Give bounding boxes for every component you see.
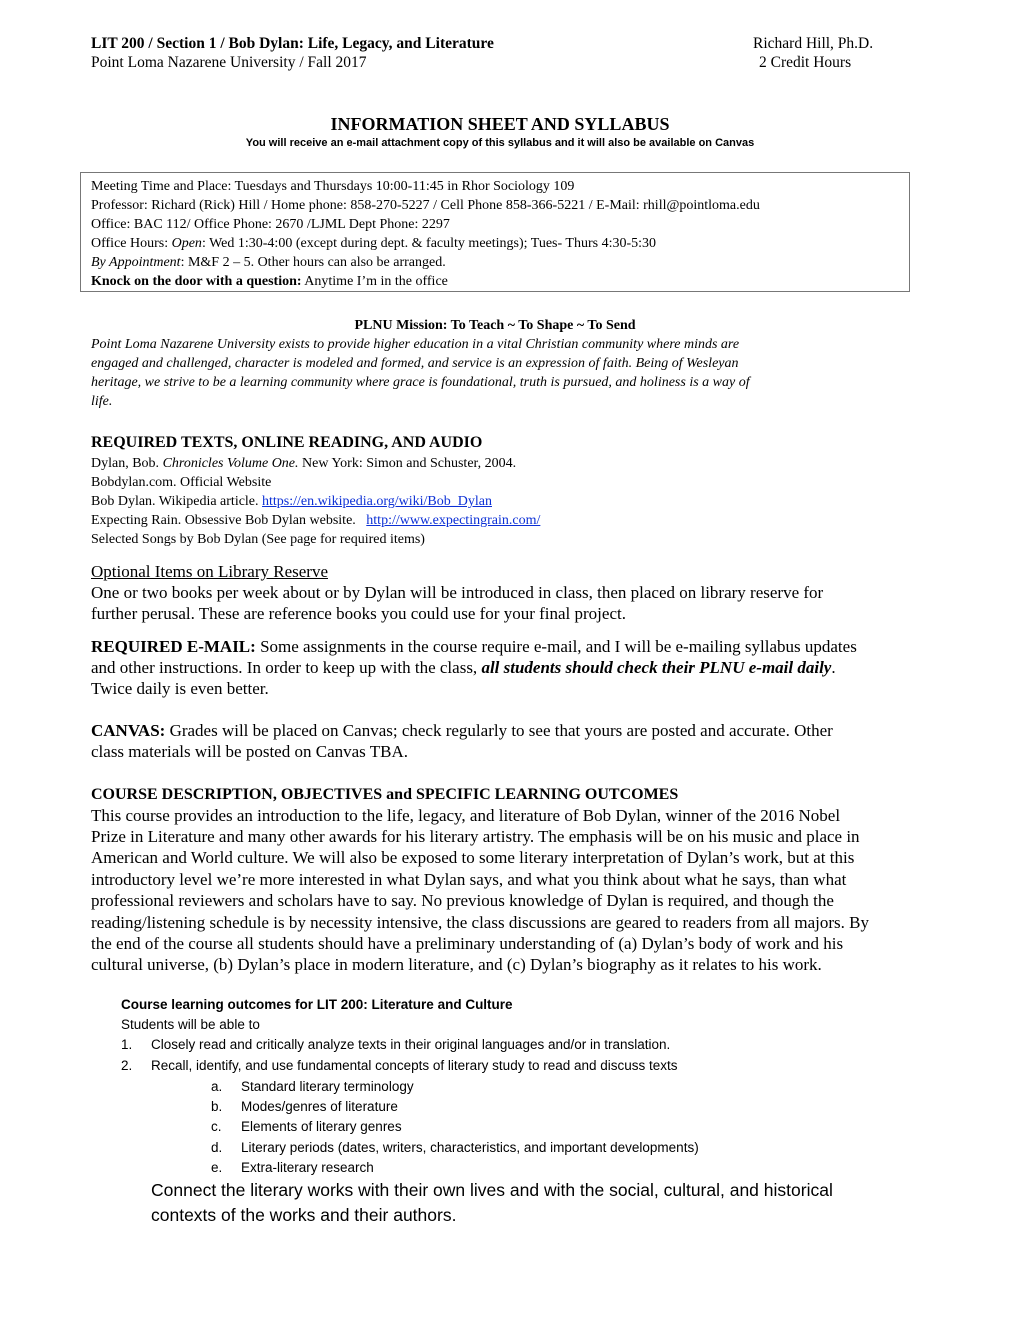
- text-expecting-rain: [91, 511, 540, 530]
- suboutcome-text: Literary periods (dates, writers, characteristics, and important developments): [241, 1140, 699, 1155]
- office-hours-open: Open: [171, 236, 202, 251]
- wikipedia-link[interactable]: https://en.wikipedia.org/wiki/Bob_Dylan: [262, 494, 492, 509]
- office-info: Office: BAC 112/ Office Phone: 2670 /LJML Dept Phone: 2297: [91, 217, 450, 232]
- optional-heading: Optional Items on Library Reserve: [91, 562, 328, 581]
- suboutcome-letter: b.: [211, 1099, 223, 1114]
- knock-text: Anytime I’m in the office: [301, 274, 448, 289]
- expecting-rain-link[interactable]: http://www.expectingrain.com/: [366, 513, 541, 528]
- connect-outcome-line: Connect the literary works with their own lives and with the social, cultural, and historical: [151, 1180, 833, 1200]
- description-line: professional reviewers and scholars have to say. No previous knowledge of Dylan is required, and though the: [91, 891, 834, 910]
- mission-heading: PLNU Mission: To Teach ~ To Shape ~ To Send: [354, 318, 636, 333]
- course-title: LIT 200 / Section 1 / Bob Dylan: Life, Legacy, and Literature: [91, 35, 494, 52]
- email-text: and other instructions. In order to keep up with the class,: [91, 658, 482, 677]
- appointment-times: : M&F 2 – 5. Other hours can also be arranged.: [180, 255, 446, 270]
- description-line: cultural universe, (b) Dylan’s place in modern literature, and (c) Dylan’s biography as it relates to his work.: [91, 955, 822, 974]
- chronicles-title: Chronicles Volume One.: [162, 456, 299, 471]
- suboutcome-letter: c.: [211, 1119, 222, 1134]
- outcomes-intro: Students will be able to: [121, 1017, 260, 1032]
- expecting-rain-label: Expecting Rain. Obsessive Bob Dylan website.: [91, 513, 367, 528]
- canvas-line: class materials will be posted on Canvas TBA.: [91, 742, 408, 761]
- text-official-site: Bobdylan.com. Official Website: [91, 475, 272, 490]
- email-line: Twice daily is even better.: [91, 679, 269, 698]
- suboutcome-text: Modes/genres of literature: [241, 1099, 398, 1114]
- outcomes-heading: Course learning outcomes for LIT 200: Literature and Culture: [121, 997, 513, 1012]
- outcome-number: 1.: [121, 1037, 133, 1052]
- knock-label: Knock on the door with a question:: [91, 274, 302, 289]
- suboutcome-text: Extra-literary research: [241, 1160, 374, 1175]
- suboutcome-letter: e.: [211, 1160, 223, 1175]
- email-line: [91, 636, 857, 657]
- knock-info: [91, 272, 448, 291]
- description-line: This course provides an introduction to the life, legacy, and literature of Bob Dylan, winner of the 2016 Nobel: [91, 806, 841, 825]
- instructor-name: Richard Hill, Ph.D.: [753, 35, 874, 52]
- texts-heading: REQUIRED TEXTS, ONLINE READING, AND AUDIO: [91, 434, 483, 451]
- email-emphasis: all students should check their PLNU e-mail daily: [481, 658, 832, 677]
- mission-line: Point Loma Nazarene University exists to provide higher education in a vital Christian community where minds are: [91, 337, 740, 352]
- suboutcome-text: Standard literary terminology: [241, 1079, 414, 1094]
- email-label: REQUIRED E-MAIL:: [91, 637, 256, 656]
- suboutcome-text: Elements of literary genres: [241, 1119, 402, 1134]
- office-hours: [91, 234, 656, 253]
- mission-line: engaged and challenged, character is modeled and formed, and service is an expression of faith. Being of Wesleyan: [91, 356, 739, 371]
- description-line: introductory level we’re more interested in what Dylan says, and what you think about what he says, than what: [91, 870, 847, 889]
- wikipedia-label: Bob Dylan. Wikipedia article.: [91, 494, 263, 509]
- page-subtitle: You will receive an e-mail attachment copy of this syllabus and it will also be available on Canvas: [245, 137, 755, 149]
- suboutcome-letter: d.: [211, 1140, 223, 1155]
- email-text: .: [831, 658, 836, 677]
- canvas-line: [91, 720, 833, 741]
- mission-line: heritage, we strive to be a learning community where grace is foundational, truth is pursued, and holiness is a way of: [91, 375, 750, 390]
- meeting-info: Meeting Time and Place: Tuesdays and Thursdays 10:00-11:45 in Rhor Sociology 109: [91, 179, 575, 194]
- suboutcome-letter: a.: [211, 1079, 223, 1094]
- optional-line: further perusal. These are reference books you could use for your final project.: [91, 604, 626, 623]
- text-chronicles: [91, 454, 516, 473]
- chronicles-publisher: New York: Simon and Schuster, 2004.: [298, 456, 517, 471]
- credit-hours: 2 Credit Hours: [759, 54, 852, 71]
- description-line: the end of the course all students should have a preliminary understanding of (a) Dylan’s body of work and his: [91, 934, 844, 953]
- mission-line: life.: [91, 394, 113, 409]
- chronicles-author: Dylan, Bob.: [91, 456, 163, 471]
- outcome-number: 2.: [121, 1058, 133, 1073]
- email-line: [91, 657, 836, 678]
- text-selected-songs: Selected Songs by Bob Dylan (See page for required items): [91, 532, 425, 547]
- email-text: Some assignments in the course require e-mail, and I will be e-mailing syllabus updates: [255, 637, 857, 656]
- connect-outcome-line: contexts of the works and their authors.: [151, 1205, 457, 1225]
- description-line: Prize in Literature and many other awards for his literary artistry. The emphasis will be on his music and place in: [91, 827, 860, 846]
- description-line: reading/listening schedule is by necessity intensive, the class discussions are geared to readers from all majors. By: [91, 913, 870, 932]
- professor-contact: Professor: Richard (Rick) Hill / Home phone: 858-270-5227 / Cell Phone 858-366-5221 / E-Mail: rhill@pointloma.edu: [91, 198, 760, 213]
- description-line: American and World culture. We will also be exposed to some literary interpretation of Dylan’s work, but at this: [91, 848, 855, 867]
- optional-line: One or two books per week about or by Dylan will be introduced in class, then placed on library reserve for: [91, 583, 824, 602]
- office-hours-times: : Wed 1:30-4:00 (except during dept. & faculty meetings); Tues- Thurs 4:30-5:30: [201, 236, 657, 251]
- appointment-hours: [91, 253, 446, 272]
- canvas-label: CANVAS:: [91, 721, 166, 740]
- office-hours-label: Office Hours:: [91, 236, 172, 251]
- description-heading: COURSE DESCRIPTION, OBJECTIVES and SPECIFIC LEARNING OUTCOMES: [91, 786, 679, 803]
- page-title: INFORMATION SHEET AND SYLLABUS: [330, 114, 670, 134]
- outcome-text: Recall, identify, and use fundamental concepts of literary study to read and discuss texts: [151, 1058, 678, 1073]
- university-line: Point Loma Nazarene University / Fall 2017: [91, 54, 367, 71]
- appointment-label: By Appointment: [91, 255, 181, 270]
- outcome-text: Closely read and critically analyze texts in their original languages and/or in translation.: [151, 1037, 671, 1052]
- canvas-text: Grades will be placed on Canvas; check regularly to see that yours are posted and accurate. Other: [165, 721, 833, 740]
- text-wikipedia: [91, 492, 492, 511]
